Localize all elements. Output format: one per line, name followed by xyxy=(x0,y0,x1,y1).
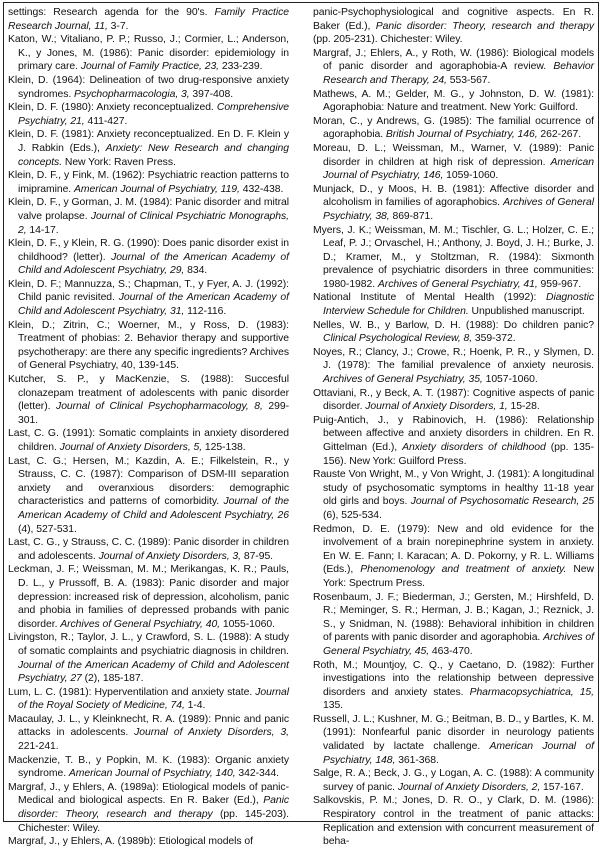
reference-entry xyxy=(313,659,594,713)
reference-entry xyxy=(313,713,594,767)
reference-source: Journal of Anxiety Disorders, 3, xyxy=(134,727,289,739)
reference-text: Moran, C., y Andrews, G. (1985): The familial ocurrence of agoraphobia. xyxy=(313,115,594,141)
reference-text: Moreau, D. L.; Weissman, M., Warner, V. (1989): Panic disorder in children at high risk of depression. xyxy=(313,142,594,168)
reference-text: Klein, D. F. (1980): Anxiety reconceptualized. xyxy=(8,102,217,114)
reference-source: Journal of Clinical Psychiatric Monographs, 2, xyxy=(18,210,289,236)
reference-entry xyxy=(8,128,289,169)
reference-entry xyxy=(313,291,594,318)
reference-text: Klein, D. F.; Mannuzza, S.; Chapman, T., y Fyer, A. J. (1992): Child panic revisited. xyxy=(8,278,289,304)
reference-source: Journal of Anxiety Disorders, 5, xyxy=(59,442,203,453)
reference-text: Roth, M.; Mountjoy, C. Q., y Caetano, D. (1982): Further investigations into the relationship between depressive disorders and anxiety states. xyxy=(313,659,594,698)
reference-text: Mackenzie, T. B., y Popkin, M. K. (1983): Organic anxiety syndrome. xyxy=(8,754,289,780)
reference-text: Puig-Antich, J., y Rabinovich, H. (1986): Relationship between affective and anxiety disorders in children. En R. Gittelman (Ed.), xyxy=(313,414,594,453)
reference-text: Last, C. G.; Hersen, M.; Kazdin, A. E.; Filkelstein, R., y Strauss, C. C. (1987): Comparison of DSM-III separation anxiety and overanxious disorders: demographic characteristics and patterns of comorbidity. xyxy=(8,455,289,508)
reference-source: Journal of Anxiety Disorders, 3, xyxy=(98,550,242,562)
reference-pages: 411-427. xyxy=(84,115,128,127)
reference-entry xyxy=(8,835,289,849)
reference-pages: 157-167. xyxy=(540,781,584,793)
reference-pages: 432-438. xyxy=(239,183,284,195)
reference-entry xyxy=(8,33,289,74)
reference-entry xyxy=(313,468,594,522)
reference-pages: New York: Spectrum Press. xyxy=(323,564,594,589)
reference-source: Journal of the Royal Society of Medicine, 74, xyxy=(18,686,289,712)
reference-entry xyxy=(313,183,594,224)
reference-entry xyxy=(8,536,289,563)
reference-source: Archives of General Psychiatry, 38, xyxy=(323,197,594,222)
reference-text: Noyes, R.; Clancy, J.; Crowe, R.; Hoenk, P. R., y Slymen, D. J. (1978): The familial prevalence of anxiety neurosis. xyxy=(313,346,594,372)
reference-text: Klein, D.; Zitrin, C.; Woerner, M., y Ross, D. (1983): Treatment of phobias: 2. Behavior therapy and supportive psychotherapy: are there any specific ingredients? Archives of General Psychiatry, 40, 139-145. xyxy=(8,319,289,372)
reference-source: Anxiety: New Research and changing concepts. xyxy=(18,142,289,168)
reference-entry xyxy=(313,414,594,468)
reference-entry xyxy=(313,224,594,292)
reference-pages: 3-7. xyxy=(107,20,129,32)
reference-entry xyxy=(313,523,594,591)
reference-pages: 1055-1060. xyxy=(220,618,275,630)
reference-text: Mathews, A. M.; Gelder, M. G., y Johnston, D. W. (1981): Agoraphobia: Nature and treatment. New York: Guilford. xyxy=(313,88,594,114)
reference-entry xyxy=(313,142,594,183)
reference-source: Phenomenology and treatment of anxiety. xyxy=(360,564,567,576)
reference-source: Clinical Psychological Review, 8, xyxy=(323,333,473,345)
reference-entry xyxy=(8,781,289,835)
reference-pages: 262-267. xyxy=(537,129,582,141)
reference-source: Anxiety disorders of childhood xyxy=(402,442,546,453)
reference-source: American Journal of Psychiatry, 148, xyxy=(323,741,594,766)
reference-source: Archives of General Psychiatry, 41, xyxy=(377,278,538,290)
reference-source: Journal of the American Academy of Child and Adolescent Psychiatry, 26 xyxy=(18,496,290,521)
reference-text: Rauste Von Wright, M., y Von Wright, J. (1981): A longitudinal study of psychosomatic symptoms in healthy 11-18 year old girls and boys. xyxy=(313,469,594,508)
reference-pages: 135. xyxy=(323,700,344,712)
reference-pages: 959-967. xyxy=(537,278,582,290)
reference-source: Pharmacopsychiatrica, 15, xyxy=(469,686,594,698)
reference-text: Klein, D. F., y Klein, R. G. (1990): Does panic disorder exist in childhood? (letter). xyxy=(8,238,289,263)
reference-source: Behavior Research and Therapy, 24, xyxy=(323,61,594,86)
reference-text: Lum, L. C. (1981): Hyperventilation and anxiety state. xyxy=(8,686,256,698)
reference-source: Comprehensive Psychiatry, 21, xyxy=(18,102,289,127)
reference-entry xyxy=(8,169,289,196)
reference-pages: 834. xyxy=(184,265,208,277)
reference-pages: 14-17. xyxy=(26,224,59,236)
reference-source: Journal of Anxiety Disorders, 2, xyxy=(397,781,541,793)
reference-entry xyxy=(313,6,594,47)
reference-pages: (2), 185-187. xyxy=(81,673,144,685)
reference-text: Margraf, J., y Ehlers, A. (1989a): Etiological models of panic-Medical and biological aspects. En R. Baker (Ed.), xyxy=(8,781,289,807)
reference-pages: 1-4. xyxy=(184,700,206,712)
reference-source: Journal of Family Practice, 23, xyxy=(80,61,220,73)
reference-pages: 15-28. xyxy=(507,401,540,413)
reference-source: American Journal of Psychiatry, 146, xyxy=(323,156,594,182)
reference-pages: 361-368. xyxy=(395,754,439,766)
reference-source: Journal of the American Academy of Child and Adolescent Psychiatry, 31, xyxy=(18,292,289,318)
reference-pages: 397-408. xyxy=(189,88,234,100)
reference-entry xyxy=(8,6,289,33)
reference-text: Klein, D. F. (1981): Anxiety reconceptualized. En D. F. Klein y J. Rabkin (Eds.), xyxy=(8,129,289,154)
reference-pages: 233-239. xyxy=(219,61,263,73)
reference-source: Psychopharmacologia, 3, xyxy=(74,88,190,100)
reference-text: Myers, J. K.; Weissman, M. M.; Tischler, G. L.; Holzer, C. E.; Leaf, P. J.; Orvaschel, H.; Anthony, J. Boyd, J. H.; Burke, J. D.; Kramer, M., y Stoltzman, R. (1984): Sixmonth prevalence of psychiatric disorders in three communities: 1980-1982. xyxy=(313,224,594,290)
reference-pages: 87-95. xyxy=(241,550,274,562)
reference-source: Archives of General Psychiatry, 40, xyxy=(60,618,221,630)
reference-source: Archives of General Psychiatry, 45, xyxy=(323,632,594,657)
reference-pages: (pp. 135-156). New York: Guilford Press. xyxy=(323,442,594,467)
reference-pages: 1057-1060. xyxy=(482,374,538,386)
reference-entry xyxy=(8,101,289,128)
reference-entry xyxy=(313,387,594,414)
reference-source: Journal of Psychosomatic Research, 25 xyxy=(410,496,594,508)
reference-source: Journal of the American Academy of Child and Adolescent Psychiatry, 29, xyxy=(18,251,289,277)
reference-entry xyxy=(8,713,289,754)
reference-entry xyxy=(313,767,594,794)
reference-pages: 553-567. xyxy=(446,74,491,86)
reference-pages: 299-301. xyxy=(18,401,290,426)
reference-text: Kutcher, S. P., y MacKenzie, S. (1988): Succesful clonazepam treatment of adolescents with panic disorder (letter). xyxy=(8,374,289,413)
reference-entry xyxy=(313,319,594,346)
reference-text: Ottaviani, R., y Beck, A. T. (1987): Cognitive aspects of panic disorder. xyxy=(313,387,594,413)
reference-text: National Institute of Mental Health (1992): xyxy=(313,292,546,304)
reference-pages: (pp. 205-231). Chichester: Wiley. xyxy=(313,34,463,46)
reference-entry xyxy=(8,455,289,537)
reference-text: Klein, D. (1964): Delineation of two drug-responsive anxiety syndromes. xyxy=(8,74,289,100)
reference-pages: (4), 527-531. xyxy=(18,523,77,535)
reference-source: American Journal of Psychiatry, 119, xyxy=(74,183,240,195)
reference-text: Munjack, D., y Moos, H. B. (1981): Affective disorder and alcoholism in families of agoraphobics. xyxy=(313,183,594,209)
reference-source: Archives of General Psychiatry, 35, xyxy=(323,374,483,386)
reference-entry xyxy=(313,47,594,88)
reference-pages: New York: Raven Press. xyxy=(62,156,176,168)
reference-text: Livingston, R.; Taylor, J. L., y Crawford, S. L. (1988): A study of somatic complaints and psychiatric diagnosis in children. xyxy=(8,632,289,657)
reference-entry xyxy=(8,74,289,101)
reference-entry xyxy=(313,115,594,142)
reference-entry xyxy=(313,794,594,848)
reference-source: Family Practice Research Journal, 11, xyxy=(8,7,290,32)
reference-source: Panic disorder: Theory, research and therapy xyxy=(18,795,289,821)
reference-text: Russell, J. L.; Kushner, M. G.; Beitman, B. D., y Bartles, K. M. (1991): Nonfearful panic disorder in neurology patients validated by lactate challenge. xyxy=(313,713,594,753)
reference-pages: (6), 525-534. xyxy=(323,509,382,521)
reference-entry xyxy=(8,754,289,781)
reference-source: British Journal of Psychiatry, 146, xyxy=(385,129,538,141)
reference-entry xyxy=(313,346,594,387)
reference-text: Last, C. G., y Strauss, C. C. (1989): Panic disorder in children and adolescents. xyxy=(8,537,289,562)
reference-entry xyxy=(313,88,594,115)
reference-entry xyxy=(8,686,289,713)
reference-source: Journal of Anxiety Disorders, 1, xyxy=(365,401,508,413)
reference-text: Klein, D. F., y Fink, M. (1962): Psychiatric reaction patterns to imipramine. xyxy=(8,170,289,195)
reference-pages: 359-372. xyxy=(472,333,516,345)
reference-source: Journal of the American Academy of Child and Adolescent Psychiatry, 27 xyxy=(18,659,289,685)
reference-text: Redmon, D. E. (1979): New and old evidence for the involvement of a brain norepinephrine system in anxiety. En W. E. Fann; I. Karacan; A. D. Pokorny, y R. L. Williams (Eds.), xyxy=(313,523,594,576)
reference-text: Rosenbaum, J. F.; Biederman, J.; Gersten, M.; Hirshfeld, D. R.; Meminger, S. R.; Herman, J. B.; Kagan, J.; Reznick, J. S., y Snidman, N. (1988): Behavioral inhibition in children of parents with panic disorder and agoraphobia. xyxy=(313,591,594,644)
reference-entry xyxy=(8,278,289,319)
reference-pages: 342-344. xyxy=(235,768,280,780)
reference-entry xyxy=(8,373,289,427)
reference-pages: 1059-1060. xyxy=(443,170,499,182)
reference-pages: 463-470. xyxy=(429,645,473,657)
reference-entry xyxy=(8,631,289,685)
reference-text: Margraf, J.; Ehlers, A., y Roth, W. (1986): Biological models of panic disorder and agoraphobia-A review. xyxy=(313,47,594,73)
reference-pages: Unpublished manuscript. xyxy=(468,306,585,318)
reference-pages: 125-138. xyxy=(202,442,246,453)
reference-text: Salkovskis, P. M.; Jones, D. R. O., y Clark, D. M. (1986): Respiratory control in the treatment of panic attacks: Replication and extension with concurrent measurement of beha- xyxy=(313,795,594,848)
reference-text: Klein, D. F., y Gorman, J. M. (1984): Panic disorder and mitral valve prolapse. xyxy=(8,197,289,222)
reference-entry xyxy=(8,196,289,237)
reference-text: Macaulay, J. L., y Kleinknecht, R. A. (1989): Pnnic and panic attacks in adolescents. xyxy=(8,713,289,739)
reference-entry xyxy=(8,319,289,373)
reference-text: Margraf, J., y Ehlers, A. (1989b): Etiological models of xyxy=(8,836,253,848)
reference-text: Katon, W.; Vitaliano, P. P.; Russo, J.; Cormier, L.; Anderson, K., y Jones, M. (1986): Panic disorder: epidemiology in primary care. xyxy=(8,34,289,73)
reference-source: Panic disorder: Theory, research and therapy xyxy=(375,20,595,32)
reference-text: settings: Research agenda for the 90's. xyxy=(8,7,215,18)
reference-text: Salge, R. A.; Beck, J. G., y Logan, A. C. (1988): A community survey of panic. xyxy=(313,768,594,793)
right-column xyxy=(313,6,594,849)
reference-pages: 221-241. xyxy=(18,741,59,753)
reference-entry xyxy=(8,427,289,454)
reference-pages: (pp. 145-203). Chichester: Wiley. xyxy=(18,809,289,834)
reference-text: Nelles, W. B., y Barlow, D. H. (1988): Do children panic? xyxy=(313,319,594,331)
reference-entry xyxy=(8,563,289,631)
reference-source: Journal of Clinical Psychopharmacology, 8, xyxy=(56,401,263,413)
reference-pages: 869-871. xyxy=(389,210,434,222)
reference-source: Diagnostic Interview Schedule for Children. xyxy=(323,292,594,318)
reference-source: American Journal of Psychiatry, 140, xyxy=(68,768,236,780)
reference-entry xyxy=(313,591,594,659)
reference-text: Leckman, J. F.; Weissman, M. M.; Merikangas, K. R.; Pauls, D. L., y Prussoff, B. A. (1983): Panic disorder and major depression: increased risk of depression, alcoholism, panic and phobia in families of depressed probands with panic disorder. xyxy=(8,564,289,630)
reference-text: Last, C. G. (1991): Somatic complaints in anxiety disordered children. xyxy=(8,428,289,453)
reference-pages: 112-116. xyxy=(184,306,227,318)
reference-entry xyxy=(8,237,289,278)
left-column xyxy=(8,6,289,849)
reference-text: panic-Psychophysiological and cognitive aspects. En R. Baker (Ed.), xyxy=(313,7,594,32)
